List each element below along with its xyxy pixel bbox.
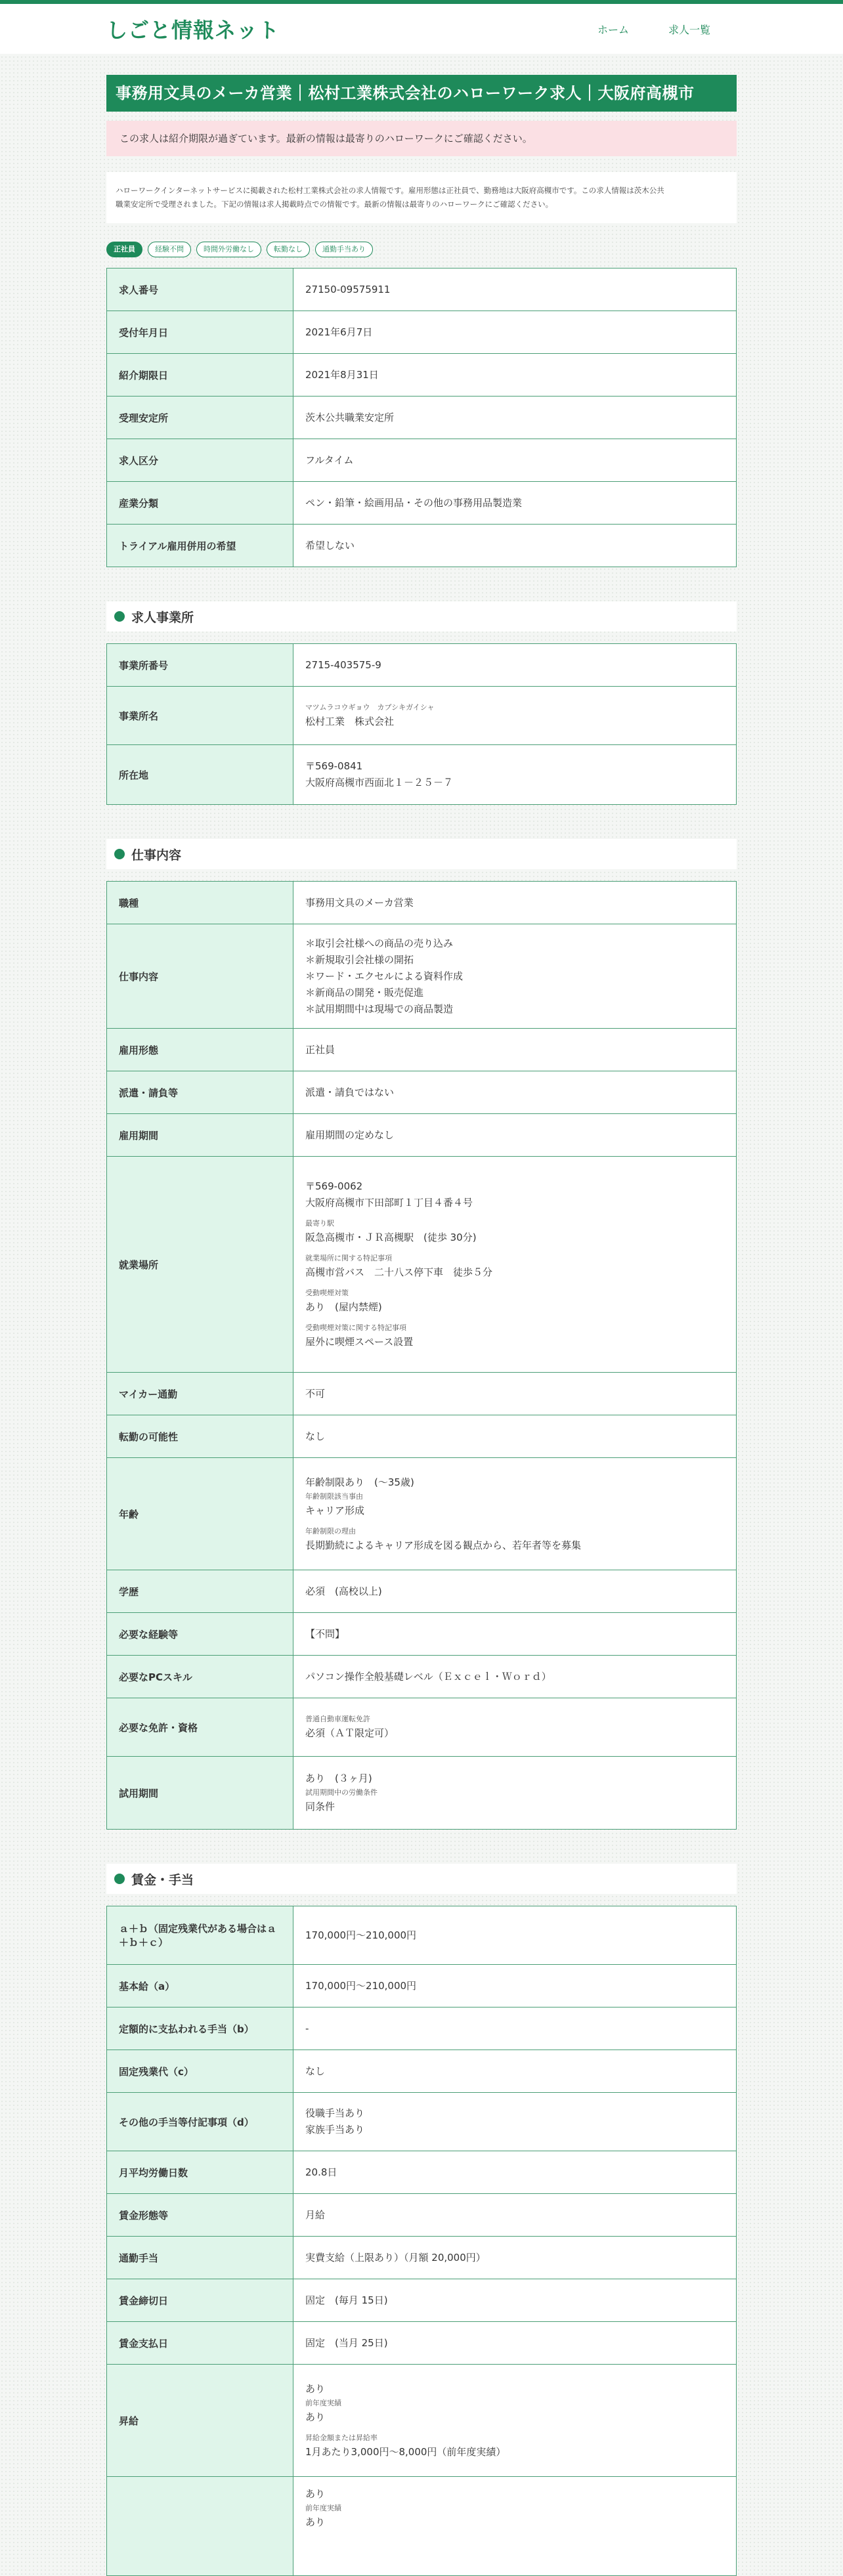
license-sub: 普通自動車運転免許 — [305, 1714, 370, 1723]
table-row — [107, 2007, 736, 2050]
table-row — [107, 924, 736, 1028]
job-content-line: ＊ワード・エクセルによる資料作成 — [305, 970, 464, 982]
tag-fulltime: 正社員 — [106, 242, 142, 257]
row-label: 雇用期間 — [107, 1114, 293, 1156]
table-row — [107, 1113, 736, 1156]
table-row — [107, 1906, 736, 1964]
row-label: 学歴 — [107, 1570, 293, 1612]
office-address: 大阪府高槻市西面北１－２５－７ — [305, 777, 454, 788]
row-label: マイカー通勤 — [107, 1373, 293, 1415]
row-value: 正社員 — [305, 1043, 335, 1056]
row-label: 試用期間 — [107, 1757, 293, 1829]
trial-value: あり (３ヶ月) — [305, 1772, 372, 1784]
row-value: 2715-403575-9 — [305, 658, 381, 671]
table-row — [107, 1698, 736, 1756]
table-row — [107, 2050, 736, 2092]
table-row — [107, 1372, 736, 1415]
bullet-icon — [114, 611, 125, 622]
table-row — [107, 644, 736, 686]
expired-notice: この求人は紹介期限が過ぎています。最新の情報は最寄りのハローワークにご確認ください。 — [106, 121, 737, 156]
row-value: なし — [305, 2065, 326, 2077]
row-value: 実費支給（上限あり）（月額 20,000円） — [305, 2251, 486, 2264]
place-address: 大阪府高槻市下田部町１丁目４番４号 — [305, 1197, 473, 1209]
table-row — [107, 686, 736, 744]
section-wage-heading — [106, 1864, 737, 1894]
row-label: トライアル雇用併用の希望 — [107, 525, 293, 567]
table-row — [107, 1756, 736, 1829]
basic-info-table — [106, 268, 737, 567]
smoke-value: あり (屋内禁煙) — [305, 1301, 382, 1313]
place-note-label: 就業場所に関する特記事項 — [305, 1254, 392, 1262]
job-content-line: ＊取引会社様への商品の売り込み — [305, 937, 454, 949]
section-job-heading — [106, 839, 737, 869]
table-row — [107, 1612, 736, 1655]
row-value: なし — [305, 1430, 326, 1442]
row-label: 就業場所 — [107, 1157, 293, 1372]
row-value: 固定 (当月 25日) — [305, 2336, 388, 2349]
other-allowance-1: 役職手当あり — [305, 2107, 365, 2119]
row-value: 事務用文具のメーカ営業 — [305, 896, 414, 909]
row-label: 職種 — [107, 882, 293, 924]
table-row — [107, 1570, 736, 1612]
row-label: 固定残業代（c） — [107, 2050, 293, 2092]
table-row — [107, 744, 736, 804]
page-title: 事務用文具のメーカ営業｜松村工業株式会社のハローワーク求人｜大阪府高槻市 — [106, 75, 737, 112]
row-value: 2021年8月31日 — [305, 368, 379, 381]
office-zip: 〒569-0841 — [305, 760, 363, 772]
row-label: 求人番号 — [107, 268, 293, 311]
row-label: 所在地 — [107, 745, 293, 804]
bullet-icon — [114, 1874, 125, 1884]
row-value: 茨木公共職業安定所 — [305, 411, 395, 423]
info-box — [106, 172, 737, 223]
row-value: 27150-09575911 — [305, 283, 391, 295]
table-row — [107, 2193, 736, 2236]
place-zip: 〒569-0062 — [305, 1180, 363, 1192]
table-row — [107, 2364, 736, 2476]
row-value: 170,000円〜210,000円 — [305, 1979, 417, 1992]
station-value: 阪急高槻市・ＪＲ高槻駅 (徒歩 30分) — [305, 1232, 477, 1243]
table-row — [107, 524, 736, 567]
table-row — [107, 2279, 736, 2321]
table-row — [107, 2236, 736, 2279]
site-logo[interactable]: しごと情報ネット — [106, 18, 280, 43]
table-row — [107, 481, 736, 524]
station-label: 最寄り駅 — [305, 1219, 334, 1228]
row-label: 求人区分 — [107, 439, 293, 481]
table-row — [107, 2476, 736, 2575]
row-label: 基本給（a） — [107, 1965, 293, 2007]
row-value: 希望しない — [305, 539, 355, 551]
table-row — [107, 1071, 736, 1113]
row-label: 必要な経験等 — [107, 1613, 293, 1655]
table-row — [107, 1457, 736, 1570]
office-table — [106, 643, 737, 805]
row-label: 必要なPCスキル — [107, 1656, 293, 1698]
row-label: 賃金形態等 — [107, 2194, 293, 2236]
row-label: 年齢 — [107, 1458, 293, 1570]
section-title: 賃金・手当 — [131, 1872, 194, 1887]
tag-no-experience: 経験不問 — [148, 242, 191, 257]
main-nav — [597, 22, 710, 37]
table-row — [107, 1028, 736, 1071]
section-title: 仕事内容 — [131, 848, 182, 863]
job-table — [106, 881, 737, 1830]
row-label: 事業所名 — [107, 687, 293, 744]
wage-table — [106, 1906, 737, 2576]
office-name-kana: マツムラコウギョウ カブシキガイシャ — [305, 702, 435, 712]
nav-home-link[interactable]: ホーム — [597, 23, 629, 36]
other-allowance-2: 家族手当あり — [305, 2124, 365, 2136]
row-value: パソコン操作全般基礎レベル（Ｅｘｃｅｌ・Ｗｏｒｄ） — [305, 1670, 551, 1683]
bonus-prev-label: 前年度実績 — [305, 2504, 341, 2512]
raise-prev-label: 前年度実績 — [305, 2398, 341, 2407]
row-label: 受理安定所 — [107, 397, 293, 439]
nav-job-list-link[interactable]: 求人一覧 — [668, 23, 710, 36]
row-value: - — [305, 2022, 309, 2034]
info-line-1: ハローワークインターネットサービスに掲載された松村工業株式会社の求人情報です。雇用形態は正社員で、勤務地は大阪府高槻市です。この求人情報は茨木公共 — [116, 186, 664, 195]
row-label: 定額的に支払われる手当（b） — [107, 2007, 293, 2050]
table-row — [107, 353, 736, 396]
bullet-icon — [114, 849, 125, 859]
age-value: 年齢制限あり (～35歳) — [305, 1476, 414, 1488]
row-label: 受付年月日 — [107, 311, 293, 353]
row-label: ａ＋ｂ（固定残業代がある場合はａ＋ｂ＋ｃ） — [107, 1906, 293, 1964]
table-row — [107, 2092, 736, 2151]
info-line-2: 職業安定所で受理されました。下記の情報は求人掲載時点での情報です。最新の情報は最寄りのハローワークにご確認ください。 — [116, 200, 553, 209]
office-name: 松村工業 株式会社 — [305, 715, 395, 727]
row-value: フルタイム — [305, 454, 354, 466]
age-why-label: 年齢制限の理由 — [305, 1526, 356, 1535]
age-why-value: 長期勤続によるキャリア形成を図る観点から、若年者等を募集 — [305, 1539, 582, 1551]
table-row — [107, 311, 736, 353]
row-value: 2021年6月7日 — [305, 326, 373, 338]
row-label — [107, 2477, 293, 2575]
row-label: 仕事内容 — [107, 924, 293, 1028]
table-row — [107, 396, 736, 439]
table-row — [107, 2321, 736, 2364]
row-label: 産業分類 — [107, 482, 293, 524]
license-value: 必須（ＡＴ限定可） — [305, 1727, 395, 1739]
trial-sub: 試用期間中の労働条件 — [305, 1788, 378, 1797]
row-value: 派遣・請負ではない — [305, 1086, 395, 1098]
row-label: 月平均労働日数 — [107, 2151, 293, 2193]
row-label: 転勤の可能性 — [107, 1415, 293, 1457]
row-value: 【不問】 — [305, 1627, 345, 1640]
table-row — [107, 2151, 736, 2193]
row-value: 月給 — [305, 2208, 326, 2221]
smoke-note-value: 屋外に喫煙スペース設置 — [305, 1336, 414, 1348]
raise-amount-label: 昇給金額または昇給率 — [305, 2433, 378, 2442]
tag-commute-allowance: 通勤手当あり — [315, 242, 373, 257]
smoke-note-label: 受動喫煙対策に関する特記事項 — [305, 1323, 406, 1332]
row-label: 賃金締切日 — [107, 2279, 293, 2321]
table-row — [107, 1964, 736, 2007]
bonus-value: あり — [305, 2488, 326, 2500]
table-row — [107, 1156, 736, 1372]
row-value: 20.8日 — [305, 2166, 337, 2178]
raise-prev-value: あり — [305, 2411, 326, 2423]
row-label: 雇用形態 — [107, 1029, 293, 1071]
raise-amount-value: 1月あたり3,000円〜8,000円（前年度実績） — [305, 2445, 506, 2458]
trial-cond: 同条件 — [305, 1801, 335, 1813]
row-label: 通勤手当 — [107, 2237, 293, 2279]
section-office-heading — [106, 601, 737, 632]
row-label: 派遣・請負等 — [107, 1071, 293, 1113]
row-label: その他の手当等付記事項（d） — [107, 2093, 293, 2151]
job-content-line: ＊新規取引会社様の開拓 — [305, 953, 414, 966]
row-value: 必須 (高校以上) — [305, 1585, 382, 1597]
age-reason-label: 年齢制限該当事由 — [305, 1492, 363, 1501]
table-row — [107, 439, 736, 481]
row-label: 紹介期限日 — [107, 354, 293, 396]
job-content-line: ＊新商品の開発・販売促進 — [305, 986, 424, 998]
bonus-prev-value: あり — [305, 2516, 326, 2528]
row-value: ペン・鉛筆・絵画用品・その他の事務用品製造業 — [305, 496, 523, 509]
table-row — [107, 882, 736, 924]
row-label: 賃金支払日 — [107, 2322, 293, 2364]
table-row — [107, 1415, 736, 1457]
row-label: 昇給 — [107, 2365, 293, 2476]
table-row — [107, 268, 736, 311]
row-value: 固定 (毎月 15日) — [305, 2294, 388, 2306]
job-content-line: ＊試用期間中は現場での商品製造 — [305, 1002, 454, 1015]
table-row — [107, 1655, 736, 1698]
row-value: 不可 — [305, 1387, 326, 1400]
section-title: 求人事業所 — [131, 610, 194, 625]
row-label: 事業所番号 — [107, 644, 293, 686]
age-reason-value: キャリア形成 — [305, 1504, 365, 1516]
row-value: 170,000円〜210,000円 — [305, 1929, 417, 1941]
place-note-value: 高槻市営バス 二十八ス停下車 徒歩５分 — [305, 1266, 493, 1278]
site-header — [0, 4, 843, 54]
tag-no-transfer: 転勤なし — [267, 242, 310, 257]
raise-value: あり — [305, 2382, 326, 2395]
smoke-label: 受動喫煙対策 — [305, 1289, 349, 1297]
row-value: 雇用期間の定めなし — [305, 1128, 395, 1141]
row-label: 必要な免許・資格 — [107, 1698, 293, 1756]
tag-no-overtime: 時間外労働なし — [196, 242, 261, 257]
tag-list — [106, 242, 737, 257]
